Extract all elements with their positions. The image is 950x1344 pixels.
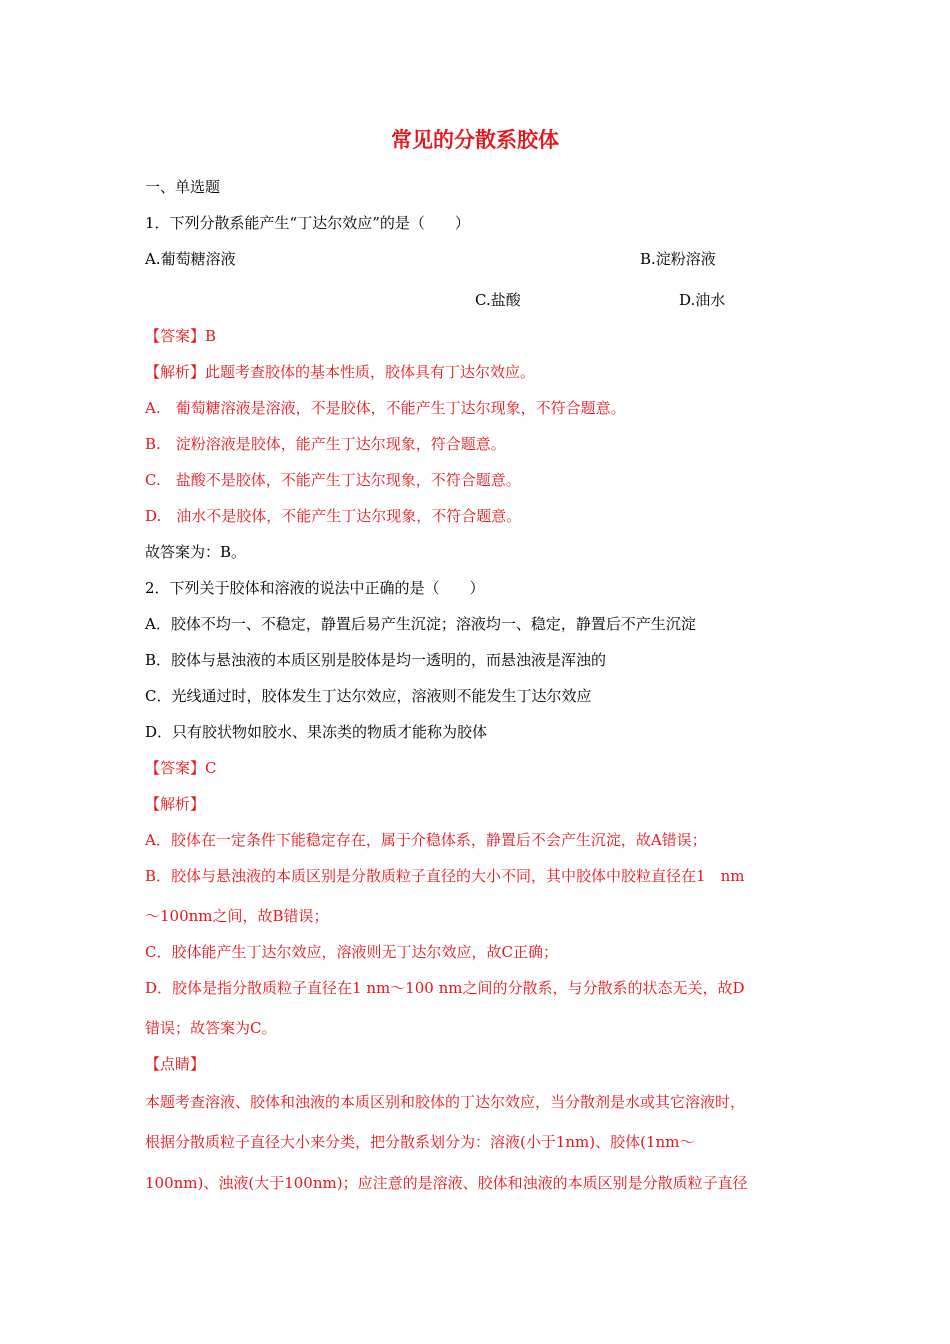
question-2-analysis-d-line-2: 错误；故答案为C。 [145,1019,277,1037]
question-2-option-d: D．只有胶状物如胶水、果冻类的物质才能称为胶体 [145,723,488,741]
question-2-option-b: B．胶体与悬浊液的本质区别是胶体是均一透明的，而悬浊液是浑浊的 [145,651,607,669]
question-2-tip-line-1: 本题考查溶液、胶体和浊液的本质区别和胶体的丁达尔效应，当分散剂是水或其它溶液时， [145,1093,746,1111]
question-2-tip-line-2: 根据分散质粒子直径大小来分类，把分散系划分为：溶液(小于1nm)、胶体(1nm～ [145,1133,695,1151]
question-1-option-a: A.葡萄糖溶液 [145,250,236,268]
question-2-tip-head: 【点睛】 [145,1055,206,1073]
question-1-option-c: C.盐酸 [475,291,521,309]
question-2-stem: 2．下列关于胶体和溶液的说法中正确的是（ ） [145,579,485,597]
question-1-answer: 【答案】B [145,327,217,345]
question-2-tip-line-3: 100nm)、浊液(大于100nm)；应注意的是溶液、胶体和浊液的本质区别是分散质粒子直径 [145,1174,748,1192]
question-2-analysis-a: A．胶体在一定条件下能稳定存在，属于介稳体系，静置后不会产生沉淀，故A错误； [145,831,707,849]
question-1-analysis-c: C. 盐酸不是胶体，不能产生丁达尔现象，不符合题意。 [145,471,521,489]
question-1-analysis-a: A. 葡萄糖溶液是溶液，不是胶体，不能产生丁达尔现象，不符合题意。 [145,399,626,417]
question-2-analysis-c: C．胶体能产生丁达尔效应，溶液则无丁达尔效应，故C正确； [145,943,558,961]
question-2-analysis-head: 【解析】 [145,795,206,813]
question-2-option-a: A．胶体不均一、不稳定，静置后易产生沉淀；溶液均一、稳定，静置后不产生沉淀 [145,615,696,633]
question-2-analysis-b-line-2: ～100nm之间，故B错误； [145,907,329,925]
question-1-analysis-d: D. 油水不是胶体，不能产生丁达尔现象，不符合题意。 [145,507,522,525]
question-1-stem: 1．下列分散系能产生“丁达尔效应”的是（ ） [145,214,470,232]
question-2-analysis-b-line-1: B．胶体与悬浊液的本质区别是分散质粒子直径的大小不同，其中胶体中胶粒直径在1 nm [145,867,745,885]
document-title: 常见的分散系胶体 [391,128,559,152]
question-2-option-c: C．光线通过时，胶体发生丁达尔效应，溶液则不能发生丁达尔效应 [145,687,592,705]
question-2-answer: 【答案】C [145,759,217,777]
question-1-option-b: B.淀粉溶液 [640,250,716,268]
question-1-analysis-head: 【解析】此题考查胶体的基本性质，胶体具有丁达尔效应。 [145,363,536,381]
question-2-analysis-d-line-1: D．胶体是指分散质粒子直径在1 nm～100 nm之间的分散系，与分散系的状态无关，故D [145,979,745,997]
question-1-option-d: D.油水 [679,291,726,309]
question-1-analysis-b: B. 淀粉溶液是胶体，能产生丁达尔现象，符合题意。 [145,435,506,453]
section-heading: 一、单选题 [145,178,221,196]
question-1-conclusion: 故答案为：B。 [145,543,247,561]
